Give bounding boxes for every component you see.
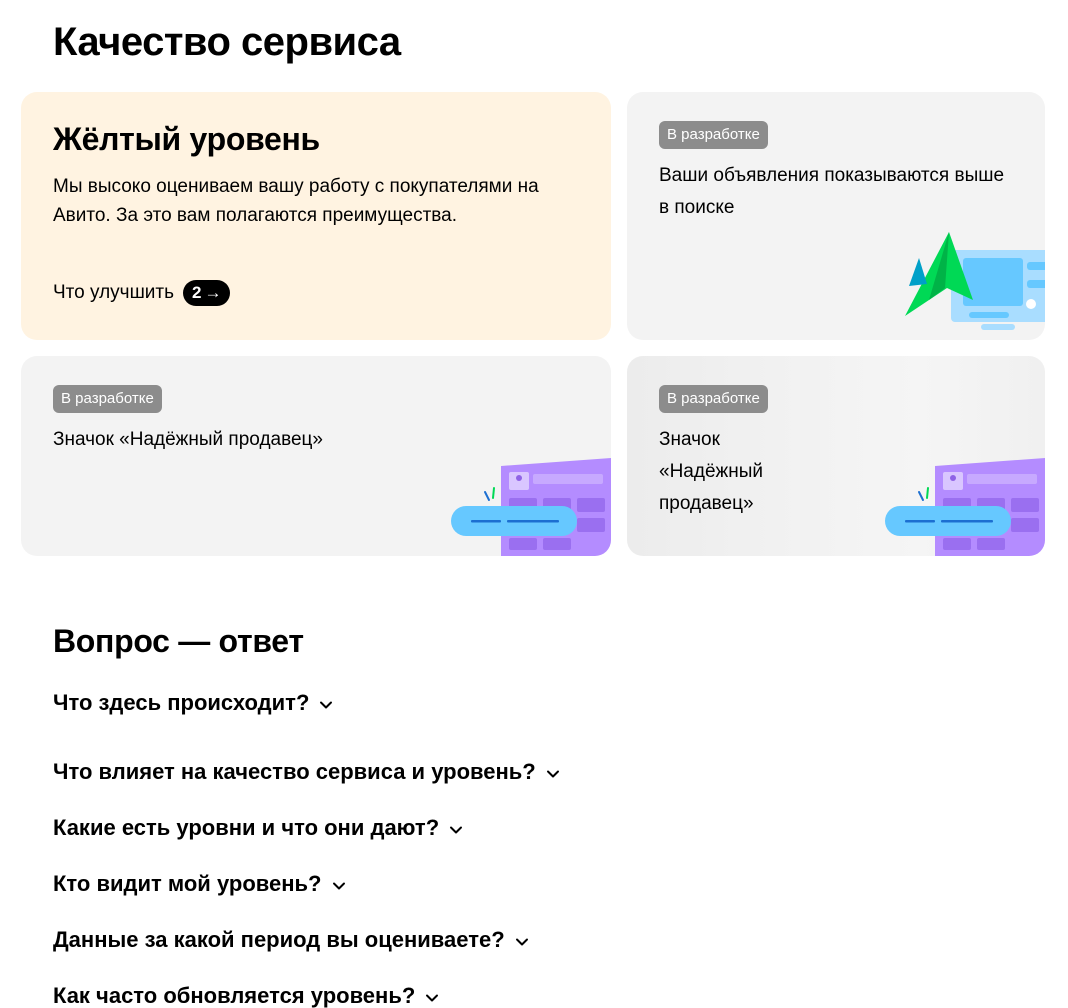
improve-count: 2: [192, 283, 202, 302]
chevron-down-icon: [513, 933, 531, 951]
chevron-down-icon: [447, 821, 465, 839]
level-description: Мы высоко оцениваем вашу работу с покупателями на Авито. За это вам полагаются преимущества.: [53, 176, 539, 226]
faq-item[interactable]: [53, 912, 562, 968]
level-title: Жёлтый уровень: [53, 121, 320, 157]
faq-question: Как часто обновляется уровень?: [53, 983, 416, 1008]
chevron-down-icon: [330, 877, 348, 895]
feature-text: Значок «Надёжный продавец»: [53, 429, 323, 450]
status-badge: В разработке: [53, 385, 162, 413]
faq-question: Данные за какой период вы оцениваете?: [53, 927, 505, 952]
seller-badge-illustration: [449, 456, 611, 556]
faq-question: Что влияет на качество сервиса и уровень?: [53, 759, 536, 784]
faq-question: Какие есть уровни и что они дают?: [53, 815, 440, 840]
level-card: [21, 92, 611, 340]
arrow-right-icon: →: [204, 283, 222, 302]
chevron-down-icon: [317, 696, 335, 714]
faq-title: Вопрос — ответ: [53, 623, 304, 659]
seller-badge-illustration: [883, 456, 1045, 556]
improve-count-pill[interactable]: [183, 280, 229, 306]
chevron-down-icon: [544, 765, 562, 783]
faq-question: Кто видит мой уровень?: [53, 871, 322, 896]
faq-item[interactable]: [53, 856, 562, 912]
improve-link[interactable]: [53, 280, 230, 306]
chevron-down-icon: [423, 989, 441, 1007]
feature-card-seller-badge: [21, 356, 611, 556]
faq-item[interactable]: [53, 744, 562, 800]
feature-text: Ваши объявления показываются выше в поиске: [659, 165, 1005, 218]
faq-question: Что здесь происходит?: [53, 690, 310, 715]
faq-item[interactable]: [53, 800, 562, 856]
improve-label: Что улучшить: [53, 282, 175, 303]
faq-item[interactable]: [53, 688, 562, 718]
feature-card-seller-badge-narrow: [627, 356, 1045, 556]
faq-item[interactable]: [53, 968, 562, 1008]
faq-list: [53, 688, 562, 1008]
feature-card-search: [627, 92, 1045, 340]
feature-text: Значок «Надёжный продавец»: [659, 429, 763, 514]
page-title: Качество сервиса: [53, 20, 401, 64]
status-badge: В разработке: [659, 385, 768, 413]
search-arrow-illustration: [905, 228, 1045, 340]
status-badge: В разработке: [659, 121, 768, 149]
